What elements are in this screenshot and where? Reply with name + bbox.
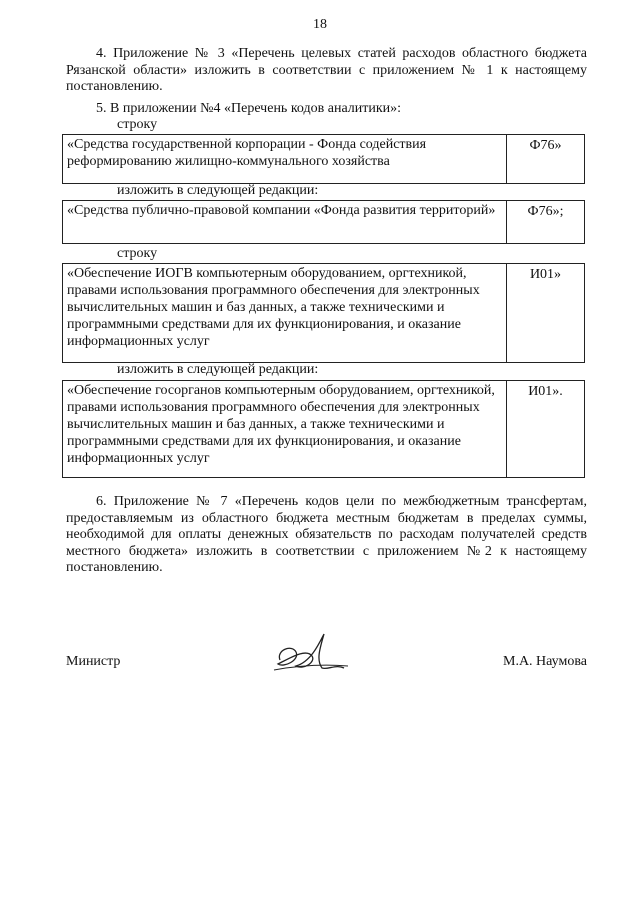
label-row-1: строку (117, 117, 158, 132)
signature-block (66, 654, 587, 678)
item-4-paragraph: 4. Приложение № 3 «Перечень целевых статей расходов областного бюджета Рязанской области» изложить в соответствии с приложением № 1 к настоящему постановлению. (66, 46, 587, 94)
table-new-gosorg (62, 380, 585, 478)
table-new-fund (62, 200, 585, 244)
table-new-fund-text: «Средства публично-правовой компании «Фонда развития территорий» (63, 201, 507, 243)
page-number: 18 (313, 17, 327, 32)
table-old-fund-text: «Средства государственной корпорации - Фонда содействия реформированию жилищно-коммунального хозяйства (63, 135, 507, 183)
table-new-fund-code: Ф76»; (527, 204, 564, 219)
signatory-name: М.А. Наумова (503, 654, 587, 669)
item-5-paragraph: 5. В приложении №4 «Перечень кодов аналитики»: (96, 101, 402, 116)
table-old-fund (62, 134, 585, 184)
label-new-2: изложить в следующей редакции: (117, 362, 319, 377)
table-old-iogv (62, 263, 585, 363)
table-old-fund-code: Ф76» (529, 138, 562, 153)
table-old-iogv-text: «Обеспечение ИОГВ компьютерным оборудованием, оргтехникой, правами использования программного обеспечения для электронных вычислительных машин и баз данных, а также техническими и программными средствами для их функционирования, и оказание информационных услуг (63, 264, 507, 362)
signatory-title: Министр (66, 654, 121, 669)
handwritten-signature (266, 628, 352, 676)
label-new-1: изложить в следующей редакции: (117, 183, 319, 198)
label-row-2: строку (117, 246, 158, 261)
item-6-paragraph: 6. Приложение № 7 «Перечень кодов цели по межбюджетным трансфертам, предоставляемым из областного бюджета местным бюджетам в пределах суммы, необходимой для оплаты денежных обязательств по расходам получателей средств местного бюджета» изложить в соответствии с приложением №2 к настоящему постановлению. (66, 494, 587, 575)
table-new-gosorg-text: «Обеспечение госорганов компьютерным оборудованием, оргтехникой, правами использования программного обеспечения для электронных вычислительных машин и баз данных, а также техническими и программными средствами для их функционирования, и оказание информационных услуг (63, 381, 507, 477)
table-old-iogv-code: И01» (529, 267, 562, 282)
table-new-gosorg-code: И01». (528, 384, 563, 399)
